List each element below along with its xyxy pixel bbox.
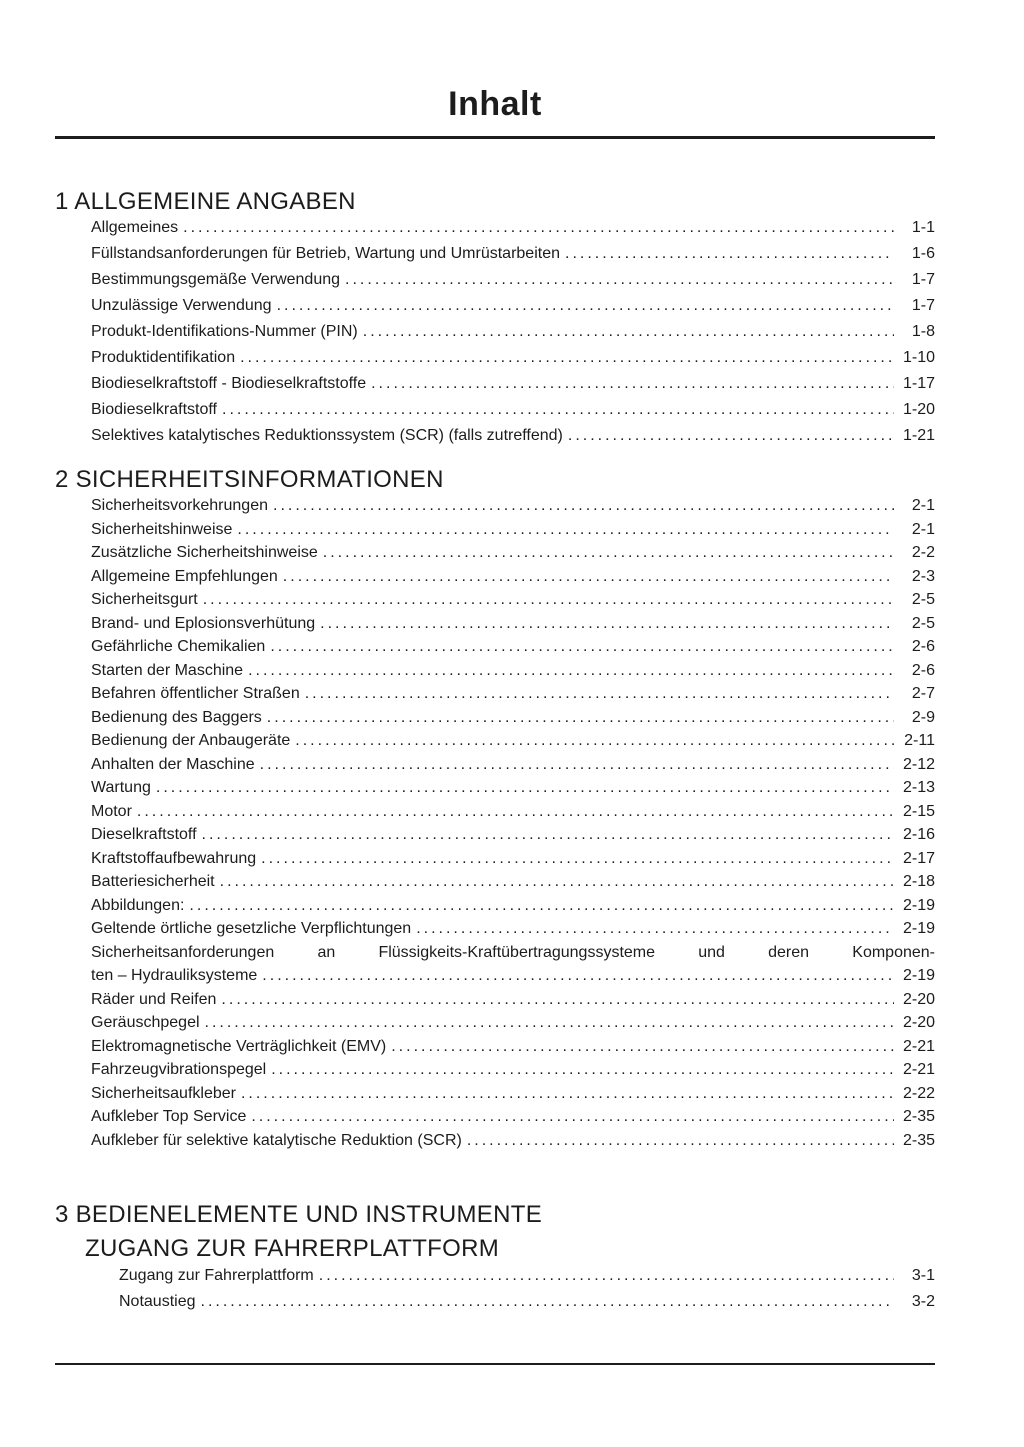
toc-entry-page-number: 1-1 [911,219,935,236]
toc-entry [91,267,935,293]
toc-entry-page-number: 2-2 [911,544,935,561]
dot-leader [416,917,894,941]
toc-entry-label: Gefährliche Chemikalien [91,638,266,655]
dot-leader [202,823,894,847]
toc-entry [91,964,935,988]
toc-sections [55,189,935,1315]
toc-entry-page-number: 2-6 [911,638,935,655]
toc-entry-label: Wartung [91,779,151,796]
toc-entry [91,518,935,542]
dot-leader [273,494,894,518]
toc-entry-label: Bestimmungsgemäße Verwendung [91,271,341,288]
toc-entry-label: Unzulässige Verwendung [91,297,272,314]
section-heading: 1 ALLGEMEINE ANGABEN [55,188,356,215]
toc-entry [91,776,935,800]
toc-entry-page-number: 2-35 [902,1131,935,1149]
toc-entry-page-number: 2-1 [911,520,935,538]
toc-entry-label: Befahren öffentlicher Straßen [91,685,300,702]
dot-leader [260,753,894,777]
toc-entry-label: Dieselkraftstoff [91,826,197,843]
toc-entry-label: ten – Hydrauliksysteme [91,967,258,984]
dot-leader [262,964,894,988]
toc-entry-label: Starten der Maschine [91,661,244,679]
toc-entry-label: Notaustieg [119,1293,196,1310]
toc-entry-page-number: 1-17 [902,375,935,392]
toc-entry-label: Aufkleber für selektive katalytische Reduktion (SCR) [91,1131,462,1149]
dot-leader [220,870,894,894]
toc-entry-label: Batteriesicherheit [91,873,215,890]
toc-entry [91,241,935,267]
section-subheading: ZUGANG ZUR FAHRERPLATTFORM [85,1235,500,1262]
toc-entry-page-number: 1-8 [911,323,935,340]
toc-entry-label: Geräuschpegel [91,1014,200,1031]
dot-leader [345,267,894,293]
dot-leader [251,1105,894,1129]
toc-entry [91,1058,935,1082]
toc-entry [91,729,935,753]
dot-leader [319,1263,894,1289]
dot-leader [183,215,894,241]
toc-entry-label: Sicherheitshinweise [91,520,233,538]
dot-leader [271,1058,894,1082]
toc-entry [91,423,935,449]
toc-entry-page-number: 1-21 [902,427,935,444]
dot-leader [277,293,894,319]
toc-entry [91,823,935,847]
dot-leader [295,729,894,753]
toc-entry-page-number: 2-5 [911,614,935,632]
toc-entry [91,612,935,636]
toc-entry-label: Kraftstoffaufbewahrung [91,849,257,867]
section-entries [55,215,935,449]
dot-leader [201,1289,895,1315]
toc-entry [91,917,935,941]
toc-entry [91,1129,935,1153]
toc-entry-page-number: 2-19 [902,920,935,937]
toc-entry-page-number: 2-7 [911,685,935,702]
toc-entry-label: Anhalten der Maschine [91,755,255,773]
toc-entry-label: Abbildungen: [91,896,185,914]
toc-entry-page-number: 2-13 [902,779,935,796]
toc-entry [91,706,935,730]
toc-entry-label: Biodieselkraftstoff - Biodieselkraftstoffe [91,375,367,392]
toc-entry-page-number: 2-19 [902,896,935,914]
dot-leader [320,612,894,636]
toc-entry [91,345,935,371]
dot-leader [261,847,894,871]
toc-entry [91,682,935,706]
toc-entry-page-number: 2-19 [902,967,935,984]
toc-entry [91,753,935,777]
toc-entry [91,1011,935,1035]
dot-leader [221,988,894,1012]
dot-leader [270,635,894,659]
toc-entry-page-number: 2-3 [911,567,935,585]
toc-entry [91,371,935,397]
section-heading: 3 BEDIENELEMENTE UND INSTRUMENTE [55,1201,542,1228]
toc-entry-label: Zusätzliche Sicherheitshinweise [91,544,318,561]
dot-leader [248,659,894,683]
footer-divider [55,1363,935,1365]
toc-entry [119,1263,935,1289]
toc-entry-page-number: 2-16 [902,826,935,843]
toc-entry-label-line1: Sicherheitsanforderungen an Flüssigkeits-Kraftübertragungssysteme und deren Komponen- [91,943,935,961]
dot-leader [323,541,894,565]
toc-entry-label: Sicherheitsvorkehrungen [91,497,268,514]
toc-entry [91,800,935,824]
toc-entry [91,988,935,1012]
toc-entry [91,870,935,894]
toc-entry-label: Aufkleber Top Service [91,1108,247,1125]
toc-entry [91,1035,935,1059]
toc-entry-page-number: 2-12 [902,755,935,773]
toc-entry-page-number: 3-2 [911,1293,935,1310]
toc-entry-label: Zugang zur Fahrerplattform [119,1267,314,1284]
toc-entry-page-number: 1-7 [911,271,935,288]
toc-entry [91,1082,935,1106]
dot-leader [371,371,894,397]
section-entries [55,494,935,1152]
toc-entry-page-number: 2-35 [902,1108,935,1125]
toc-entry-page-number: 2-1 [911,497,935,514]
toc-entry-page-number: 1-6 [911,245,935,262]
toc-entry [91,565,935,589]
toc-entry-page-number: 2-22 [902,1084,935,1102]
toc-entry [91,397,935,423]
dot-leader [391,1035,894,1059]
dot-leader [156,776,894,800]
dot-leader [137,800,894,824]
toc-entry [91,588,935,612]
toc-entry-label: Räder und Reifen [91,990,217,1008]
dot-leader [363,319,894,345]
toc-entry-page-number: 2-17 [902,849,935,867]
toc-entry-page-number: 2-5 [911,591,935,608]
dot-leader [283,565,894,589]
toc-entry-page-number: 1-20 [902,401,935,418]
dot-leader [222,397,894,423]
dot-leader [305,682,894,706]
toc-entry-page-number: 2-21 [902,1061,935,1078]
toc-entry [91,635,935,659]
dot-leader [205,1011,894,1035]
toc-entry-label: Bedienung der Anbaugeräte [91,732,291,749]
toc-section [55,189,935,449]
toc-entry-label: Elektromagnetische Verträglichkeit (EMV) [91,1037,387,1055]
dot-leader [189,894,894,918]
toc-entry-label: Allgemeines [91,219,179,236]
toc-entry-label: Brand- und Eplosionsverhütung [91,614,316,632]
toc-entry [91,659,935,683]
toc-entry [91,215,935,241]
toc-entry-page-number: 2-15 [902,802,935,820]
toc-entry-page-number: 3-1 [911,1267,935,1284]
toc-section [55,465,935,1152]
page-title: Inhalt [448,85,542,123]
toc-entry [91,541,935,565]
toc-section [55,1202,935,1315]
dot-leader [267,706,894,730]
toc-entry [91,494,935,518]
toc-entry [119,1289,935,1315]
dot-leader [467,1129,894,1153]
toc-entry-page-number: 2-18 [902,873,935,890]
header-divider [55,136,935,139]
toc-entry-page-number: 2-20 [902,1014,935,1031]
toc-entry [91,293,935,319]
toc-entry [91,847,935,871]
toc-entry-label: Biodieselkraftstoff [91,401,217,418]
toc-entry-page-number: 1-10 [902,349,935,366]
dot-leader [237,518,894,542]
dot-leader [568,423,894,449]
section-entries [55,1263,935,1315]
toc-entry-label: Sicherheitsgurt [91,591,198,608]
toc-entry-page-number: 2-20 [902,990,935,1008]
toc-entry-label: Produktidentifikation [91,349,236,366]
toc-entry-page-number: 2-6 [911,661,935,679]
toc-entry [91,1105,935,1129]
toc-entry-label: Bedienung des Baggers [91,708,262,726]
section-heading: 2 SICHERHEITSINFORMATIONEN [55,466,444,493]
dot-leader [565,241,894,267]
toc-entry-label: Geltende örtliche gesetzliche Verpflichtungen [91,920,412,937]
toc-entry [91,319,935,345]
toc-entry-label: Füllstandsanforderungen für Betrieb, Wartung und Umrüstarbeiten [91,245,560,262]
dot-leader [203,588,894,612]
toc-entry-page-number: 2-9 [911,708,935,726]
toc-entry [91,894,935,918]
toc-entry-page-number: 2-11 [904,732,935,749]
toc-entry-label: Motor [91,802,132,820]
toc-entry-label: Sicherheitsaufkleber [91,1084,236,1102]
toc-entry-page-number: 2-21 [902,1037,935,1055]
toc-entry-label: Allgemeine Empfehlungen [91,567,278,585]
toc-entry-label: Selektives katalytisches Reduktionssystem (SCR) (falls zutreffend) [91,427,563,444]
toc-entry-label: Fahrzeugvibrationspegel [91,1061,267,1078]
toc-entry-page-number: 1-7 [911,297,935,314]
toc-entry-label: Produkt-Identifikations-Nummer (PIN) [91,323,358,340]
dot-leader [241,1082,894,1106]
dot-leader [240,345,894,371]
